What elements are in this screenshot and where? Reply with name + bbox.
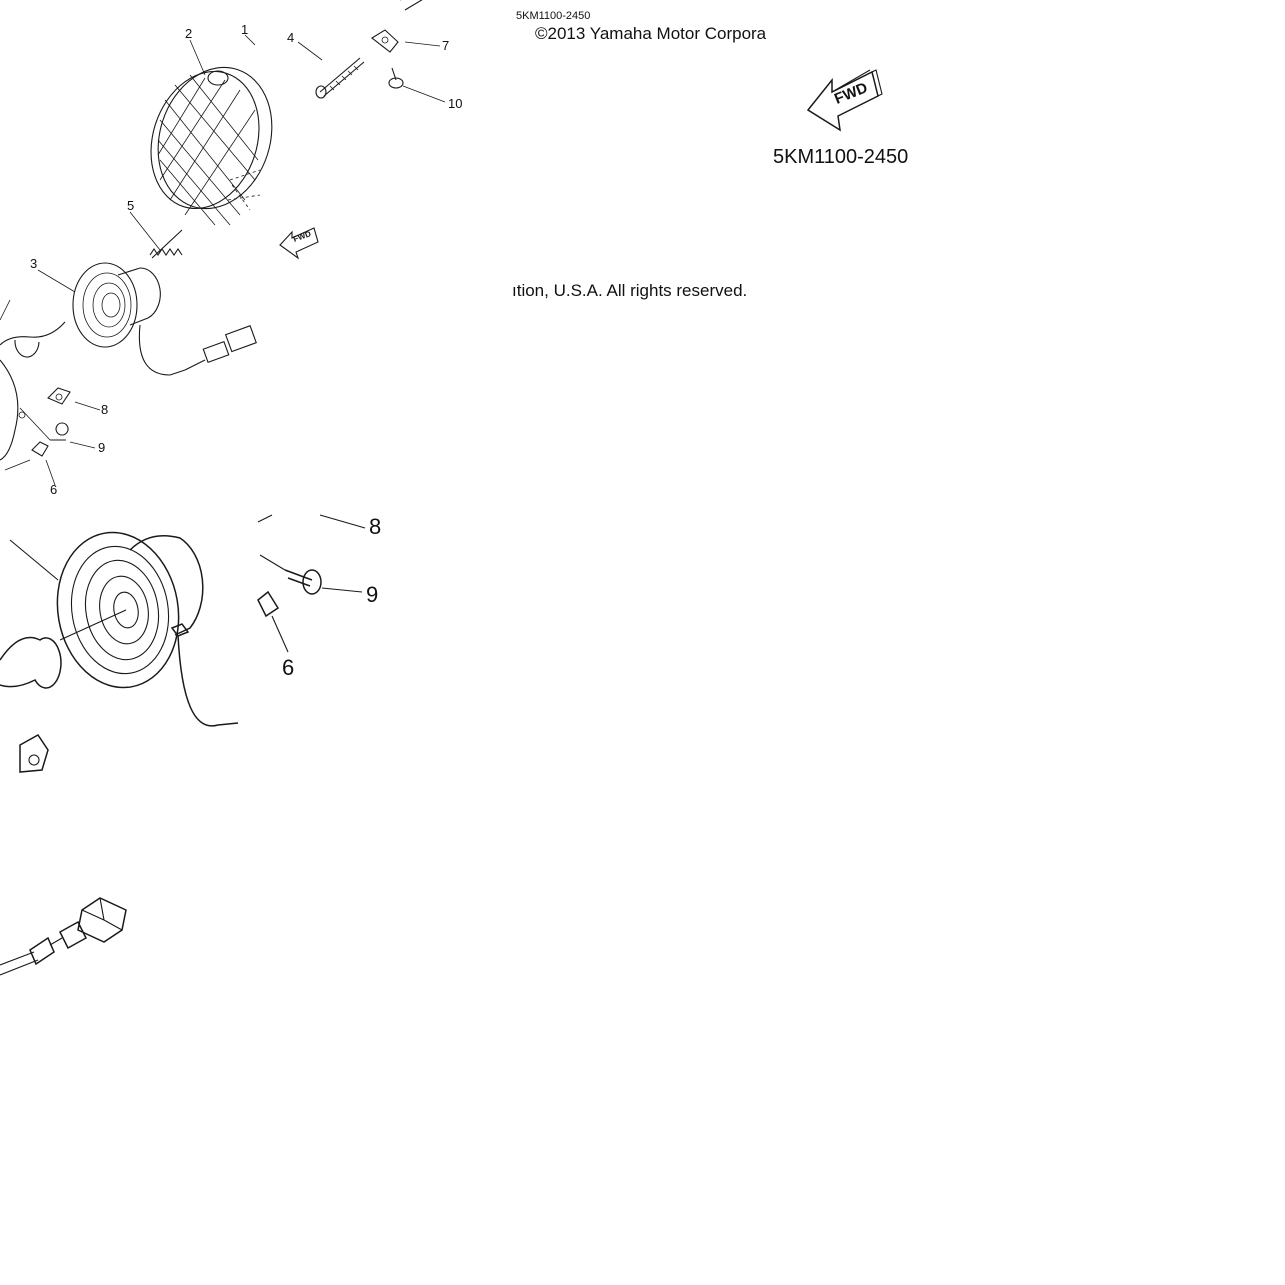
callout-8: 8 (101, 402, 109, 417)
zoom-detail-tile (0, 510, 400, 780)
connector-detail-tile (0, 880, 140, 990)
callout-10: 10 (448, 96, 463, 111)
callout-5: 5 (127, 198, 135, 213)
fwd-label-small: FWD (292, 229, 313, 244)
callout-7: 7 (442, 38, 450, 53)
diagram-code-small: 5KM1100-2450 (516, 10, 591, 22)
callout-3: 3 (30, 256, 38, 271)
bracket-icon (0, 360, 70, 470)
callout-6-zoom: 6 (282, 655, 295, 680)
callout-9: 9 (98, 440, 106, 455)
clip-icon (372, 0, 425, 52)
callout-1: 1 (241, 22, 249, 37)
fastener-tile (260, 0, 510, 130)
callout-9-zoom: 9 (366, 582, 379, 607)
callout-8-zoom: 8 (369, 514, 382, 539)
socket-detail-zoom (0, 510, 400, 780)
callout-2: 2 (185, 26, 193, 41)
diagram-code: 5KM1100-2450 (773, 146, 909, 168)
screw-icon (260, 555, 362, 594)
bulb-socket-icon (0, 523, 238, 726)
copyright-line-1: ©2013 Yamaha Motor Corpora (535, 24, 767, 43)
nut-icon (258, 592, 288, 652)
callout-6: 6 (50, 482, 58, 497)
copyright-line-2: ıtion, U.S.A. All rights reserved. (512, 281, 748, 300)
fastener-diagram (260, 0, 510, 130)
fwd-label-large: FWD (832, 79, 871, 108)
bolt-icon (316, 58, 364, 98)
connector-icon (185, 326, 256, 370)
overview-diagram-tile (0, 0, 313, 500)
callout-4: 4 (287, 30, 295, 45)
connector-detail (0, 880, 140, 990)
headlight-exploded-overview (0, 0, 260, 500)
connector-icon (0, 898, 126, 975)
screw-icon (389, 68, 403, 88)
bulb-socket-icon (0, 263, 185, 375)
